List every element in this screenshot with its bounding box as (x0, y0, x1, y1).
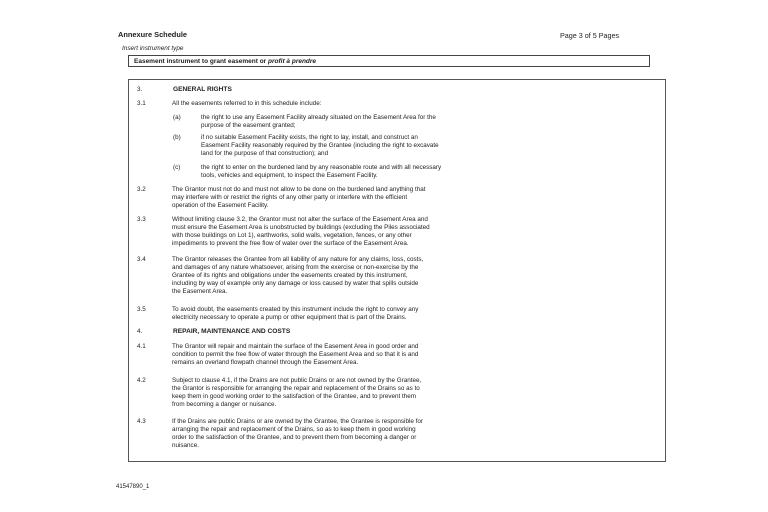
section-heading: GENERAL RIGHTS (173, 86, 232, 93)
clause-number: 3.2 (137, 186, 146, 193)
clause-number: 3.5 (137, 306, 146, 313)
clause-text: arranging the repair and replacement of the Drains, so as to keep them in good working (172, 426, 416, 433)
clause-text: electricity necessary to operate a pump or other equipment that is part of the Drains. (172, 314, 407, 321)
clause-text: The Grantor must not do and must not allow to be done on the burdened land anything that (172, 186, 426, 193)
clause-text: Without limiting clause 3.2, the Grantor must not alter the surface of the Easement Area and (172, 216, 428, 223)
clause-number: 3.4 (137, 256, 146, 263)
clause-text: remains an overland flowpath channel through the Easement Area. (172, 359, 359, 366)
clause-text: Grantee of its rights and obligations under the easements created by this instrument, (172, 272, 408, 279)
page-indicator: Page 3 of 5 Pages (560, 31, 620, 40)
instrument-type-text: Easement instrument to grant easement or (134, 58, 269, 65)
sub-item-text: tools, vehicles and equipment, to inspect the Easement Facility. (201, 172, 378, 179)
instrument-type-box (128, 55, 650, 67)
clause-text: If the Drains are public Drains or are owned by the Grantee, the Grantee is responsible for (172, 418, 423, 425)
clause-number: 4.2 (137, 377, 146, 384)
clause-text: with those buildings on Lot 1), earthworks, solid walls, vegetation, fences, or any other (172, 232, 412, 239)
sub-item-label: (b) (173, 134, 181, 141)
sub-item-text: purpose of the easement granted; (201, 122, 296, 129)
clause-number: 3.1 (137, 100, 146, 107)
clause-text: nuisance. (172, 442, 199, 449)
clause-text: operation of the Easement Facility. (172, 202, 269, 209)
sub-item-text: Easement Facility reasonably required by the Grantee (including the right to excavate (201, 142, 439, 149)
section-heading: REPAIR, MAINTENANCE AND COSTS (173, 328, 291, 335)
section-number: 4. (137, 328, 143, 335)
clause-text: the Easement Area. (172, 288, 228, 295)
document-reference: 41547890_1 (116, 484, 150, 490)
sub-item-label: (c) (173, 164, 181, 171)
clause-text: All the easements referred to in this schedule include: (172, 100, 322, 107)
clause-text: The Grantor will repair and maintain the surface of the Easement Area in good order and (172, 343, 419, 350)
clause-text: the Grantor is responsible for arranging the repair and replacement of the Drains so as to (172, 385, 420, 392)
clause-text: and damages of any nature whatsoever, arising from the exercise or non-exercise by the (172, 264, 419, 271)
clause-text: must ensure the Easement Area is unobstructed by buildings (excluding the Piles associated (172, 224, 430, 231)
sub-item-text: the right to use any Easement Facility already situated on the Easement Area for the (201, 114, 436, 121)
sub-item-text: land for the purpose of that construction); and (201, 150, 329, 157)
clause-text: Subject to clause 4.1, if the Drains are not public Drains or are not owned by the Grantee, (172, 377, 422, 384)
clause-text: To avoid doubt, the easements created by this instrument include the right to convey any (172, 306, 419, 313)
clause-text: including by way of example only any damage or loss caused by water that spills outside (172, 280, 419, 287)
clause-text: impediments to prevent the free flow of water over the surface of the Easement Area. (172, 240, 409, 247)
clause-text: from becoming a danger or nuisance. (172, 401, 277, 408)
instrument-type-label: Insert instrument type (122, 45, 184, 52)
clause-text: order to the satisfaction of the Grantee, and to prevent them from becoming a danger or (172, 434, 417, 441)
clause-text: may interfere with or restrict the rights of any other party or interfere with the efficient (172, 194, 408, 201)
clause-text: keep them in good working order to the satisfaction of the Grantee, and to prevent them (172, 393, 416, 400)
clause-text: condition to permit the free flow of water through the Easement Area and so that it is and (172, 351, 419, 358)
sub-item-text: the right to enter on the burdened land by any reasonable route and with all necessary (201, 164, 442, 171)
clause-number: 3.3 (137, 216, 146, 223)
instrument-type-italic: profit à prendre (268, 58, 317, 65)
sub-item-label: (a) (173, 114, 181, 121)
clause-text: The Grantor releases the Grantee from all liability of any nature for any claims, loss, costs, (172, 256, 424, 263)
section-number: 3. (137, 86, 143, 93)
clause-number: 4.1 (137, 343, 146, 350)
sub-item-text: if no suitable Easement Facility exists, the right to lay, install, and construct an (201, 134, 418, 141)
clause-number: 4.3 (137, 418, 146, 425)
schedule-title: Annexure Schedule (118, 30, 187, 39)
